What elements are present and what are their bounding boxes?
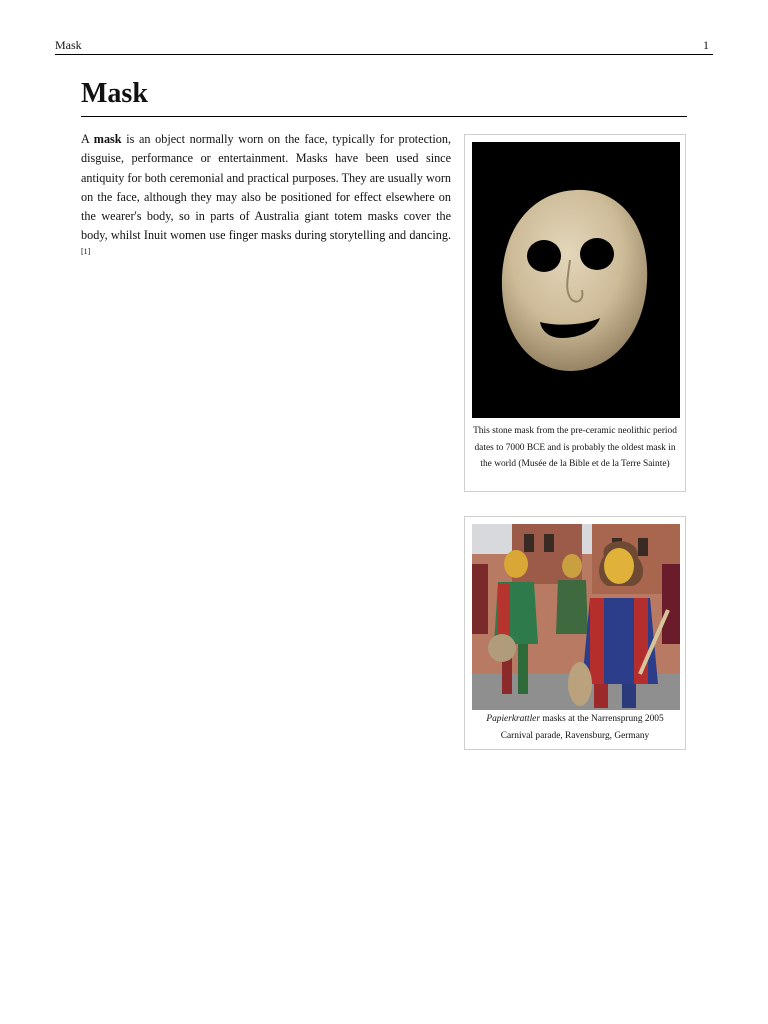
carnival-image[interactable] bbox=[472, 524, 680, 710]
lead-intro: A bbox=[81, 132, 94, 146]
figure-carnival-masks bbox=[464, 516, 686, 750]
carnival-caption-name: Papierkrattler bbox=[486, 714, 540, 724]
stone-mask-illustration bbox=[472, 142, 680, 418]
running-title: Mask bbox=[55, 38, 82, 52]
lead-term: mask bbox=[93, 132, 122, 146]
page-number: 1 bbox=[703, 38, 709, 52]
stone-mask-caption: This stone mask from the pre-ceramic neolithic period dates to 7000 BCE and is probably the oldest mask in the world (Musée de la Bible et de la Terre Sainte) bbox=[473, 426, 677, 469]
carnival-caption-text: masks at the Narrensprung 2005 Carnival parade, Ravensburg, Germany bbox=[500, 714, 664, 741]
stone-mask-image[interactable] bbox=[472, 142, 680, 418]
page-header bbox=[55, 36, 713, 55]
article-title: Mask bbox=[81, 76, 687, 117]
citation-link[interactable]: [1] bbox=[81, 246, 91, 256]
carnival-caption bbox=[471, 711, 679, 744]
figure-stone-mask bbox=[464, 134, 686, 492]
carnival-illustration bbox=[472, 524, 680, 710]
lead-paragraph bbox=[81, 130, 451, 265]
lead-body: is an object normally worn on the face, typically for protection, disguise, performance or entertainment. Masks have been used since antiquity for both ceremonial and practical purposes. They are usually worn on the face, although they may also be positioned for effect elsewhere on the wearer's body, so in parts of Australia giant totem masks cover the body, whilst Inuit women use finger masks during storytelling and dancing. bbox=[81, 132, 451, 243]
